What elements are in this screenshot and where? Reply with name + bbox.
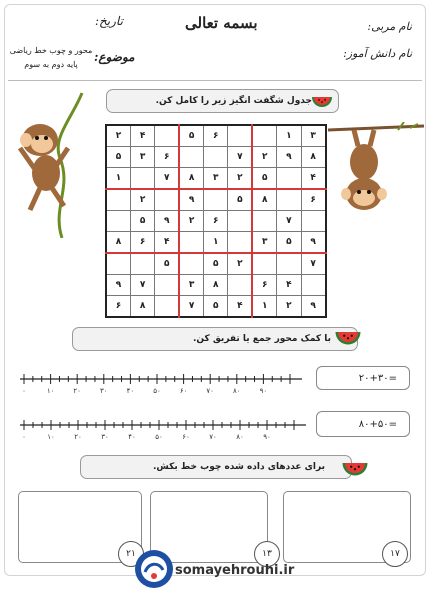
number-line-label: ۵۰ (153, 387, 161, 395)
sudoku-cell: ۷ (130, 274, 154, 295)
sudoku-cell: ۵ (228, 189, 252, 210)
number-line-label: ۸۰ (233, 387, 241, 395)
number-line-label: ۴۰ (128, 433, 136, 441)
number-line-label: ۰ (22, 387, 26, 395)
sudoku-cell[interactable] (106, 189, 130, 210)
number-line-label: ۳۰ (101, 433, 109, 441)
sudoku-cell: ۵ (106, 146, 130, 167)
monkey-right-icon (328, 122, 424, 222)
sudoku-cell: ۶ (106, 295, 130, 316)
number-line-label: ۸۰ (236, 433, 244, 441)
number-line-label: ۹۰ (263, 433, 271, 441)
instruction-text-1: جدول شگفت انگیز زیر را کامل کن. (155, 96, 312, 106)
number-line-label: ۳۰ (100, 387, 108, 395)
sudoku-cell: ۲ (228, 253, 252, 274)
sudoku-cell[interactable] (179, 146, 203, 167)
sudoku-cell[interactable] (252, 125, 276, 146)
sudoku-cell[interactable] (301, 210, 325, 231)
sudoku-cell: ۹ (301, 295, 325, 316)
sudoku-cell[interactable] (179, 253, 203, 274)
number-line-label: ۶۰ (179, 387, 188, 395)
sudoku-cell: ۸ (179, 168, 203, 189)
number-line-label: ۲۰ (73, 387, 81, 395)
sudoku-cell: ۴ (155, 231, 179, 252)
site-logo (133, 548, 175, 590)
monkey-left-icon (12, 88, 104, 238)
sudoku-cell[interactable] (277, 253, 301, 274)
sudoku-cell: ۱ (204, 231, 228, 252)
sudoku-cell: ۶ (130, 231, 154, 252)
number-line-label: ۹۰ (259, 387, 268, 395)
sudoku-cell[interactable] (155, 295, 179, 316)
sudoku-cell: ۳ (252, 231, 276, 252)
sudoku-cell: ۹ (179, 189, 203, 210)
sudoku-cell[interactable] (228, 210, 252, 231)
topic-label: موضوع: (94, 50, 135, 64)
sudoku-cell: ۸ (204, 274, 228, 295)
sudoku-cell[interactable] (204, 146, 228, 167)
sudoku-cell: ۳ (301, 125, 325, 146)
sudoku-cell: ۶ (155, 146, 179, 167)
sudoku-cell[interactable] (277, 189, 301, 210)
sudoku-cell: ۹ (277, 146, 301, 167)
sudoku-cell: ۸ (106, 231, 130, 252)
sudoku-grid (105, 124, 327, 318)
basmala-title: بسمه تعالی (185, 14, 258, 32)
number-line-label: ۷۰ (206, 387, 214, 395)
sudoku-cell: ۱ (277, 125, 301, 146)
sudoku-cell: ۷ (179, 295, 203, 316)
equation-text-1: ۲۰+۳۰= (358, 372, 397, 384)
number-circle-13: ۱۳ (254, 541, 280, 567)
sudoku-cell: ۲ (179, 210, 203, 231)
sudoku-cell: ۳ (179, 274, 203, 295)
sudoku-cell: ۱ (252, 295, 276, 316)
sudoku-cell[interactable] (252, 253, 276, 274)
number-line-label: ۲۰ (74, 433, 82, 441)
instruction-box-3 (80, 455, 352, 479)
sudoku-cell[interactable] (228, 231, 252, 252)
sudoku-cell: ۵ (130, 210, 154, 231)
sudoku-cell: ۸ (130, 295, 154, 316)
sudoku-cell[interactable] (277, 168, 301, 189)
sudoku-cell[interactable] (204, 189, 228, 210)
watermelon-icon (310, 89, 334, 113)
watermelon-icon (333, 322, 363, 352)
number-circle-21: ۲۱ (118, 541, 144, 567)
sudoku-cell: ۵ (277, 231, 301, 252)
teacher-name-label: نام مربی: (367, 20, 412, 33)
sudoku-cell: ۳ (130, 146, 154, 167)
topic-line-2: پایه دوم به سوم (24, 60, 78, 69)
header-divider (8, 80, 422, 81)
sudoku-cell: ۶ (204, 125, 228, 146)
number-circle-17: ۱۷ (382, 541, 408, 567)
number-line-label: ۰ (22, 433, 26, 441)
sudoku-cell: ۵ (204, 295, 228, 316)
footer-url: somayehrouhi.ir (175, 563, 295, 578)
sudoku-cell: ۸ (252, 189, 276, 210)
sudoku-cell: ۶ (252, 274, 276, 295)
sudoku-cell: ۹ (301, 231, 325, 252)
sudoku-cell: ۳ (204, 168, 228, 189)
sudoku-cell: ۴ (228, 295, 252, 316)
sudoku-cell[interactable] (179, 231, 203, 252)
sudoku-cell[interactable] (106, 210, 130, 231)
number-line-label: ۴۰ (126, 387, 135, 395)
number-line-label: ۱۰ (47, 433, 55, 441)
number-line-2 (18, 418, 308, 432)
instruction-text-3: برای عددهای داده شده چوب خط بکش. (153, 462, 325, 472)
sudoku-cell: ۲ (228, 168, 252, 189)
number-line-label: ۱۰ (46, 387, 55, 395)
sudoku-cell: ۴ (301, 168, 325, 189)
topic-line-1: محور و چوب خط ریاضی (9, 46, 93, 55)
sudoku-cell: ۴ (130, 125, 154, 146)
number-line-label: ۶۰ (182, 433, 190, 441)
sudoku-cell[interactable] (155, 274, 179, 295)
sudoku-cell: ۲ (252, 146, 276, 167)
instruction-box-2 (72, 327, 358, 351)
sudoku-cell[interactable] (155, 189, 179, 210)
student-name-label: نام دانش آموز: (343, 47, 412, 60)
sudoku-cell: ۵ (179, 125, 203, 146)
number-line-label: ۷۰ (209, 433, 217, 441)
sudoku-cell: ۹ (106, 274, 130, 295)
date-label: تاریخ: (95, 14, 123, 28)
sudoku-cell: ۷ (301, 253, 325, 274)
sudoku-cell: ۶ (301, 189, 325, 210)
sudoku-cell: ۴ (277, 274, 301, 295)
sudoku-cell[interactable] (155, 125, 179, 146)
sudoku-cell: ۹ (155, 210, 179, 231)
sudoku-cell: ۱ (106, 168, 130, 189)
instruction-text-2: با کمک محور جمع یا تفریق کن. (192, 334, 331, 344)
sudoku-cell: ۲ (277, 295, 301, 316)
number-line-label: ۵۰ (155, 433, 163, 441)
watermelon-icon (340, 453, 370, 483)
sudoku-cell[interactable] (228, 274, 252, 295)
sudoku-cell: ۷ (228, 146, 252, 167)
sudoku-cell[interactable] (301, 274, 325, 295)
sudoku-cell: ۵ (155, 253, 179, 274)
sudoku-cell: ۲ (130, 189, 154, 210)
sudoku-cell: ۵ (204, 253, 228, 274)
sudoku-cell: ۸ (301, 146, 325, 167)
sudoku-cell[interactable] (106, 253, 130, 274)
sudoku-cell: ۶ (204, 210, 228, 231)
sudoku-cell[interactable] (130, 168, 154, 189)
sudoku-cell: ۲ (106, 125, 130, 146)
sudoku-cell: ۷ (277, 210, 301, 231)
sudoku-cell[interactable] (228, 125, 252, 146)
sudoku-cell: ۵ (252, 168, 276, 189)
sudoku-cell: ۷ (155, 168, 179, 189)
sudoku-cell[interactable] (130, 253, 154, 274)
sudoku-cell[interactable] (252, 210, 276, 231)
equation-text-2: ۸۰+۵۰= (358, 418, 397, 430)
equation-box-1[interactable] (316, 366, 410, 390)
equation-box-2[interactable] (316, 411, 410, 437)
instruction-box-1 (106, 89, 339, 113)
number-line-1 (18, 372, 304, 386)
